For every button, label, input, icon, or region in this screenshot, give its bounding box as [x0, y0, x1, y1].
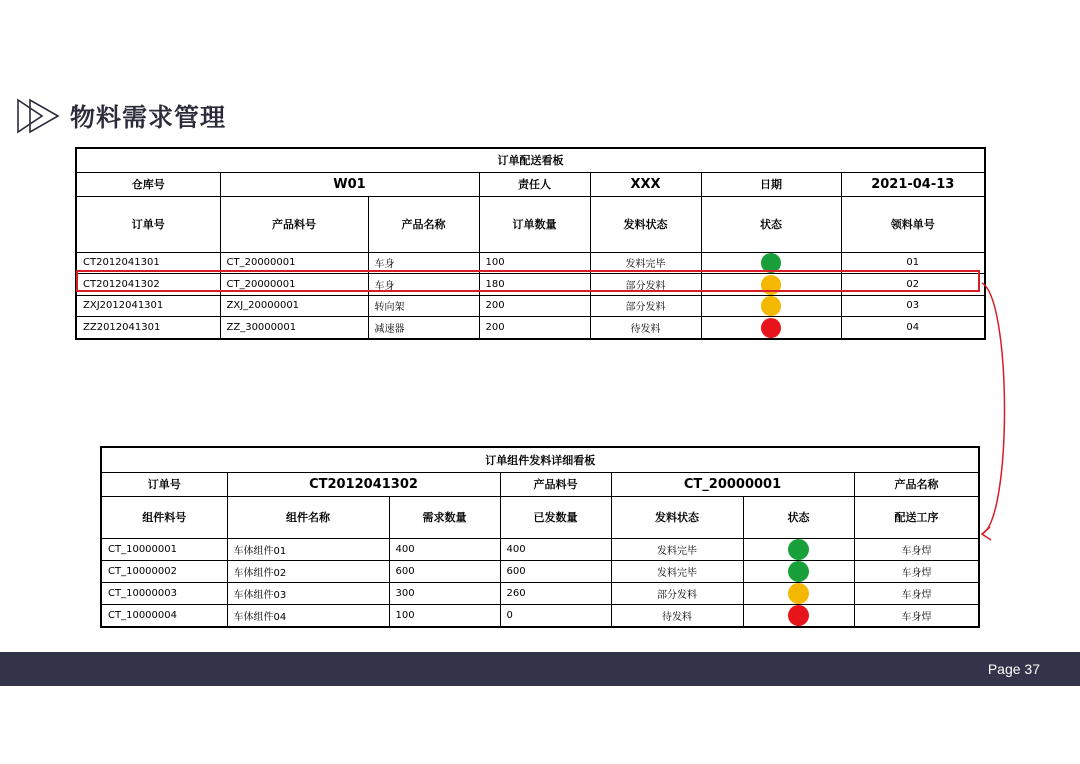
- status-cell: [701, 317, 841, 339]
- picking-number: 04: [841, 317, 985, 339]
- selected-row-highlight: [76, 270, 980, 292]
- order-value: CT2012041302: [227, 472, 500, 496]
- issue-status: 部分发料: [590, 274, 701, 296]
- delivery-process: 车身焊: [854, 582, 979, 604]
- required-quantity: 400: [389, 538, 500, 560]
- product-name: 转向架: [368, 295, 479, 317]
- picking-number: 02: [841, 274, 985, 296]
- order-quantity: 100: [479, 252, 590, 274]
- table-header-row: [76, 196, 985, 252]
- column-header: 组件名称: [227, 496, 389, 538]
- component-part-number: CT_10000004: [101, 604, 227, 627]
- product-part-number: CT_20000001: [220, 252, 368, 274]
- order-quantity: 200: [479, 295, 590, 317]
- column-header: 产品料号: [220, 196, 368, 252]
- owner-value: XXX: [590, 172, 701, 196]
- product-part-number: ZXJ_20000001: [220, 295, 368, 317]
- warehouse-value: W01: [220, 172, 479, 196]
- status-cell: [743, 560, 854, 582]
- component-part-number: CT_10000001: [101, 538, 227, 560]
- table-row: [101, 560, 979, 582]
- product-name: 车身: [368, 274, 479, 296]
- order-quantity: 200: [479, 317, 590, 339]
- status-indicator-icon: [788, 605, 809, 626]
- delivery-process: 车身焊: [854, 538, 979, 560]
- issue-status: 部分发料: [611, 582, 743, 604]
- order-number: ZZ2012041301: [76, 317, 220, 339]
- picking-number: 01: [841, 252, 985, 274]
- order-quantity: 180: [479, 274, 590, 296]
- component-issue-board: [100, 446, 980, 628]
- component-part-number: CT_10000002: [101, 560, 227, 582]
- product-name: 车身: [368, 252, 479, 274]
- order-delivery-board: [75, 147, 986, 340]
- issue-status: 待发料: [611, 604, 743, 627]
- column-header: 已发数量: [500, 496, 611, 538]
- board-title: 订单配送看板: [76, 148, 985, 172]
- column-header: 组件料号: [101, 496, 227, 538]
- component-part-number: CT_10000003: [101, 582, 227, 604]
- table-row: [76, 317, 985, 339]
- product-part-number: CT_20000001: [220, 274, 368, 296]
- owner-label: 责任人: [479, 172, 590, 196]
- issued-quantity: 0: [500, 604, 611, 627]
- table-row: [101, 604, 979, 627]
- column-header: 订单数量: [479, 196, 590, 252]
- component-name: 车体组件04: [227, 604, 389, 627]
- status-cell: [701, 295, 841, 317]
- column-header: 领料单号: [841, 196, 985, 252]
- date-value: 2021-04-13: [841, 172, 985, 196]
- table-row: [76, 295, 985, 317]
- required-quantity: 600: [389, 560, 500, 582]
- issued-quantity: 400: [500, 538, 611, 560]
- status-indicator-icon: [788, 561, 809, 582]
- status-cell: [743, 582, 854, 604]
- column-header: 订单号: [76, 196, 220, 252]
- page-number: Page 37: [987, 661, 1040, 677]
- status-cell: [743, 538, 854, 560]
- date-label: 日期: [701, 172, 841, 196]
- product-name-label: 产品名称: [854, 472, 979, 496]
- part-label: 产品料号: [500, 472, 611, 496]
- board-title: 订单组件发料详细看板: [101, 447, 979, 472]
- delivery-process: 车身焊: [854, 560, 979, 582]
- required-quantity: 100: [389, 604, 500, 627]
- double-arrow-icon: [16, 97, 62, 135]
- product-name: 减速器: [368, 317, 479, 339]
- slide-title: [16, 96, 226, 136]
- column-header: 状态: [743, 496, 854, 538]
- column-header: 状态: [701, 196, 841, 252]
- component-name: 车体组件03: [227, 582, 389, 604]
- slide-title-text: 物料需求管理: [70, 103, 227, 132]
- required-quantity: 300: [389, 582, 500, 604]
- issue-status: 部分发料: [590, 295, 701, 317]
- column-header: 配送工序: [854, 496, 979, 538]
- component-name: 车体组件01: [227, 538, 389, 560]
- issue-status: 发料完毕: [611, 538, 743, 560]
- table-row: [101, 538, 979, 560]
- issue-status: 待发料: [590, 317, 701, 339]
- column-header: 发料状态: [590, 196, 701, 252]
- product-part-number: ZZ_30000001: [220, 317, 368, 339]
- status-indicator-icon: [761, 296, 781, 316]
- status-indicator-icon: [761, 318, 781, 338]
- picking-number: 03: [841, 295, 985, 317]
- issued-quantity: 600: [500, 560, 611, 582]
- component-name: 车体组件02: [227, 560, 389, 582]
- issue-status: 发料完毕: [590, 252, 701, 274]
- status-indicator-icon: [788, 539, 809, 560]
- footer-bar: [0, 652, 1080, 686]
- issued-quantity: 260: [500, 582, 611, 604]
- table-row: [101, 582, 979, 604]
- order-label: 订单号: [101, 472, 227, 496]
- issue-status: 发料完毕: [611, 560, 743, 582]
- status-cell: [743, 604, 854, 627]
- delivery-process: 车身焊: [854, 604, 979, 627]
- warehouse-label: 仓库号: [76, 172, 220, 196]
- status-indicator-icon: [788, 583, 809, 604]
- order-number: CT2012041301: [76, 252, 220, 274]
- column-header: 需求数量: [389, 496, 500, 538]
- order-number: ZXJ2012041301: [76, 295, 220, 317]
- column-header: 发料状态: [611, 496, 743, 538]
- table-header-row: [101, 496, 979, 538]
- column-header: 产品名称: [368, 196, 479, 252]
- part-value: CT_20000001: [611, 472, 854, 496]
- order-number: CT2012041302: [76, 274, 220, 296]
